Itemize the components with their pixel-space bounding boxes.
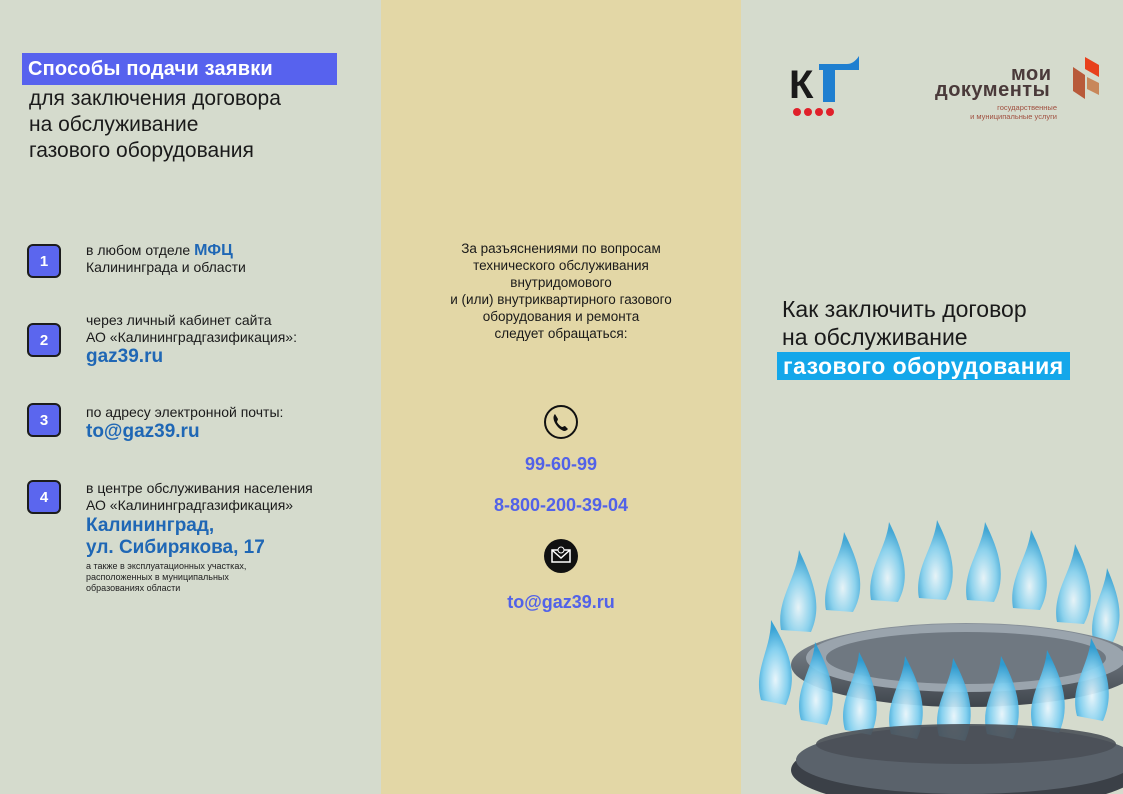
step-1-text bbox=[86, 242, 246, 276]
info-line: и (или) внутриквартирного газового bbox=[450, 292, 672, 307]
svg-text:К: К bbox=[789, 63, 814, 107]
phone-number-tollfree[interactable]: 8-800-200-39-04 bbox=[493, 495, 629, 515]
step-3-number-badge: 3 bbox=[27, 403, 61, 437]
logo-subtext-line: государственные bbox=[997, 103, 1057, 112]
step-2-link[interactable]: gaz39.ru bbox=[86, 346, 164, 367]
right-panel bbox=[741, 0, 1123, 794]
step-2-text bbox=[86, 312, 297, 368]
step-1-line1: в любом отделе bbox=[86, 242, 195, 258]
step-4-number-badge: 4 bbox=[27, 480, 61, 514]
info-line: следует обращаться: bbox=[494, 326, 628, 341]
middle-panel bbox=[381, 0, 741, 794]
gas-burner-flame-image bbox=[741, 520, 1123, 794]
left-title-line: газового оборудования bbox=[29, 139, 254, 162]
left-panel bbox=[0, 0, 381, 794]
step-4-line2: АО «Калининградгазификация» bbox=[86, 497, 294, 513]
info-line: За разъяснениями по вопросам bbox=[461, 241, 661, 256]
logo-text-moi: мои bbox=[1011, 63, 1052, 85]
info-line: оборудования и ремонта bbox=[482, 309, 640, 324]
info-line: внутридомового bbox=[510, 275, 612, 290]
kg-logo bbox=[789, 52, 869, 122]
step-3-text bbox=[86, 404, 283, 443]
step-3-line1: по адресу электронной почты: bbox=[86, 404, 284, 420]
right-heading-line: Как заключить договор bbox=[782, 296, 1027, 322]
step-4-note-line: образованиях области bbox=[86, 583, 181, 593]
step-3-email-link[interactable]: to@gaz39.ru bbox=[86, 421, 200, 442]
step-4-note-line: а также в эксплуатационных участках, bbox=[86, 561, 247, 571]
logo-text-dokumenty: документы bbox=[935, 79, 1051, 101]
step-4-city: Калининград, bbox=[86, 515, 215, 536]
step-1-mfc: МФЦ bbox=[194, 242, 233, 259]
right-heading-highlight: газового оборудования bbox=[777, 352, 1070, 380]
step-2-line2: АО «Калининградгазификация»: bbox=[86, 329, 297, 345]
right-heading-line: на обслуживание bbox=[782, 324, 968, 350]
logo-subtext-line: и муниципальные услуги bbox=[970, 112, 1057, 121]
step-1-line2: Калининграда и области bbox=[86, 259, 246, 275]
logo-emblem-icon bbox=[1069, 55, 1103, 101]
step-4-line1: в центре обслуживания населения bbox=[86, 480, 313, 496]
mail-icon bbox=[543, 538, 579, 574]
logo-subtext bbox=[961, 103, 1057, 121]
step-2-number-badge: 2 bbox=[27, 323, 61, 357]
left-title-line: на обслуживание bbox=[29, 113, 199, 136]
step-4-text bbox=[86, 480, 313, 594]
moi-dokumenty-logo bbox=[931, 55, 1106, 125]
left-title-subtitle bbox=[29, 86, 281, 164]
phone-icon bbox=[543, 404, 579, 440]
contact-info-text bbox=[381, 240, 741, 342]
step-4-street: ул. Сибирякова, 17 bbox=[86, 537, 265, 558]
right-heading bbox=[782, 295, 1027, 351]
info-line: технического обслуживания bbox=[473, 258, 649, 273]
left-title-highlight: Способы подачи заявки bbox=[22, 53, 337, 85]
step-1-number-badge: 1 bbox=[27, 244, 61, 278]
left-title-line: для заключения договора bbox=[29, 87, 281, 110]
middle-email[interactable]: to@gaz39.ru bbox=[507, 592, 615, 612]
step-4-note-line: расположенных в муниципальных bbox=[86, 572, 229, 582]
step-4-note bbox=[86, 561, 313, 594]
step-2-line1: через личный кабинет сайта bbox=[86, 312, 272, 328]
phone-number-local[interactable]: 99-60-99 bbox=[524, 454, 598, 474]
